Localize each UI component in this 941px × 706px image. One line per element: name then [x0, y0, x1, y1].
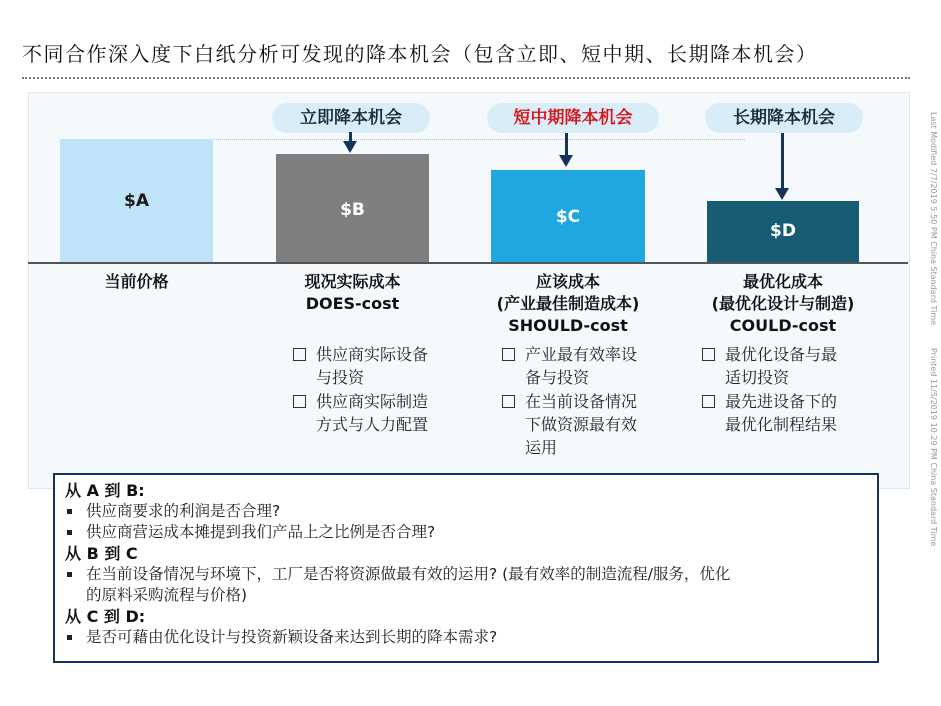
list-item: 供应商实际制造 方式与人力配置	[293, 390, 473, 436]
checkbox-icon	[702, 395, 715, 408]
bullets-c	[502, 343, 682, 460]
bar-b-label: $B	[340, 200, 365, 220]
bar-b	[276, 154, 429, 262]
pill-short-mid: 短中期降本机会	[487, 103, 659, 133]
checkbox-icon	[702, 348, 715, 361]
bar-d-label: $D	[770, 221, 796, 241]
column-c-title: 应该成本 (产业最佳制造成本) SHOULD-cost	[496, 272, 640, 335]
arrow-down-icon	[781, 133, 784, 189]
list-item: 在当前设备情况与环境下，工厂是否将资源做最有效的运用? (最有效率的制造流程/服务，优化 的原料采购流程与价格)	[65, 564, 867, 606]
bullets-b	[293, 343, 473, 437]
question-box	[53, 473, 879, 663]
arrow-down-icon	[349, 132, 352, 141]
section-c-to-d-heading: 从 C 到 D:	[65, 607, 146, 626]
bar-d	[707, 201, 859, 262]
column-b-title: 现况实际成本 DOES-cost	[304, 272, 401, 313]
list-item: 是否可藉由优化设计与投资新颖设备来达到长期的降本需求?	[65, 627, 867, 648]
bullet-icon	[67, 635, 72, 640]
list-item: 最先进设备下的 最优化制程结果	[702, 390, 882, 436]
baseline	[28, 262, 908, 264]
checkbox-icon	[293, 348, 306, 361]
bar-a	[60, 139, 213, 262]
bullet-icon	[67, 509, 72, 514]
list-item: 供应商要求的利润是否合理?	[65, 501, 867, 522]
column-d-title: 最优化成本 (最优化设计与制造) COULD-cost	[711, 272, 855, 335]
list-item: 供应商实际设备 与投资	[293, 343, 473, 389]
list-item: 产业最有效率设 备与投资	[502, 343, 682, 389]
bullet-icon	[67, 530, 72, 535]
arrow-head-icon	[775, 188, 789, 200]
last-modified-note: Last Modified 7/7/2019 5:50 PM China Standard Time	[929, 112, 938, 326]
list-item: 在当前设备情况 下做资源最有效 运用	[502, 390, 682, 459]
bullets-d	[702, 343, 882, 437]
arrow-head-icon	[559, 155, 573, 167]
bar-a-label: $A	[124, 191, 149, 211]
list-item: 最优化设备与最 适切投资	[702, 343, 882, 389]
section-a-to-b-heading: 从 A 到 B:	[65, 481, 145, 500]
checkbox-icon	[293, 395, 306, 408]
bar-c	[491, 170, 645, 262]
pill-long: 长期降本机会	[705, 103, 863, 133]
bar-c-label: $C	[555, 207, 581, 227]
list-item: 供应商营运成本摊提到我们产品上之比例是否合理?	[65, 522, 867, 543]
pill-immediate: 立即降本机会	[272, 103, 430, 133]
bullet-icon	[67, 572, 72, 577]
checkbox-icon	[502, 395, 515, 408]
page-title: 不同合作深入度下白纸分析可发现的降本机会（包含立即、短中期、长期降本机会）	[22, 42, 818, 66]
checkbox-icon	[502, 348, 515, 361]
column-a-title: 当前价格	[104, 272, 169, 291]
arrow-head-icon	[343, 141, 357, 153]
title-divider	[22, 77, 910, 79]
section-b-to-c-heading: 从 B 到 C	[65, 544, 138, 563]
arrow-down-icon	[565, 133, 568, 155]
printed-note: Printed 11/5/2019 10:29 PM China Standard Time	[929, 348, 938, 547]
